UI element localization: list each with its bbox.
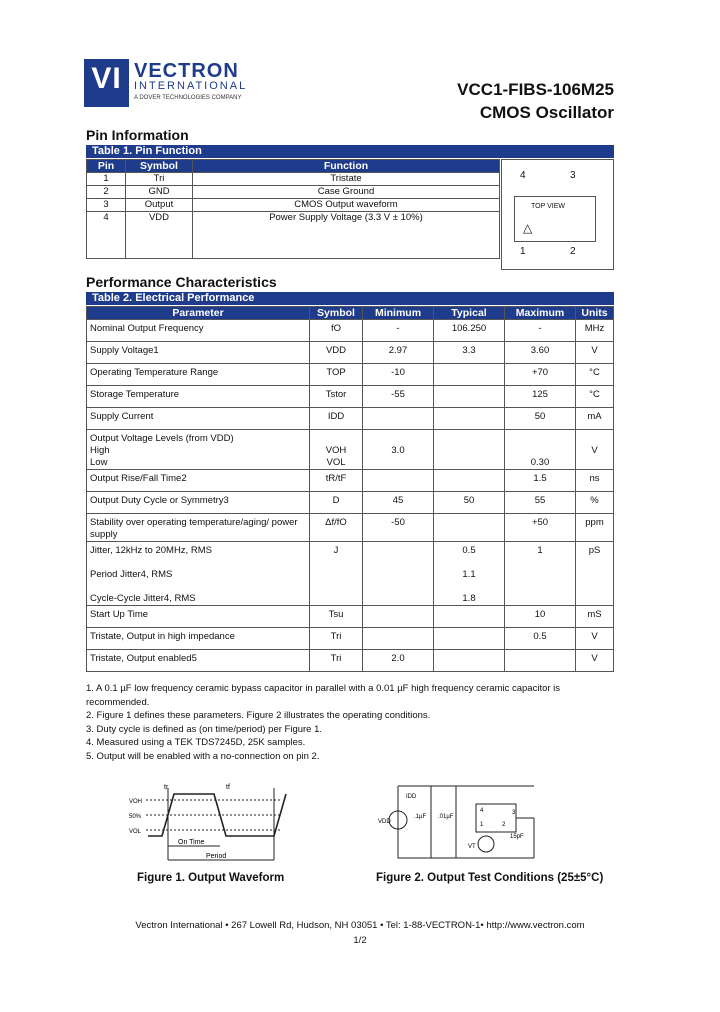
table-cell: IDD xyxy=(310,408,363,430)
table-cell: 2 xyxy=(87,186,126,199)
table-cell xyxy=(434,364,505,386)
table-row xyxy=(87,212,500,259)
cap1-label: .1µF xyxy=(414,814,427,820)
table-cell: 2.0 xyxy=(363,650,434,672)
table-cell: VDD xyxy=(126,212,193,259)
column-header: Maximum xyxy=(505,307,576,320)
pin-1-label: 1 xyxy=(520,246,526,257)
table-cell: fO xyxy=(310,320,363,342)
pin-2-label: 2 xyxy=(570,246,576,257)
table-cell: 3.3 xyxy=(434,342,505,364)
table-row xyxy=(87,542,614,606)
table-cell xyxy=(434,470,505,492)
tf-label: tf xyxy=(226,784,230,791)
table-row xyxy=(87,492,614,514)
table-cell xyxy=(434,650,505,672)
table-row xyxy=(87,186,500,199)
table-cell: 0.5 1.1 1.8 xyxy=(434,542,505,606)
company-tagline: A DOVER TECHNOLOGIES COMPANY xyxy=(134,95,242,101)
table-cell: mS xyxy=(576,606,614,628)
table-row xyxy=(87,173,500,186)
column-header: Parameter xyxy=(87,307,310,320)
table-cell: Stability over operating temperature/aging/ power supply xyxy=(87,514,310,542)
part-number: VCC1-FIBS-106M25 xyxy=(457,80,614,99)
table-row xyxy=(87,364,614,386)
column-header: Units xyxy=(576,307,614,320)
pin-4-label: 4 xyxy=(520,170,526,181)
footnote: 3. Duty cycle is defined as (on time/period) per Figure 1. xyxy=(86,723,323,735)
table-cell xyxy=(434,606,505,628)
table-cell: 1.5 xyxy=(505,470,576,492)
package-top-view xyxy=(501,159,614,270)
period-label: Period xyxy=(206,853,227,860)
table-cell: Supply Voltage1 xyxy=(87,342,310,364)
table-cell: -50 xyxy=(363,514,434,542)
idd-label: IDD xyxy=(406,794,417,800)
column-header: Typical xyxy=(434,307,505,320)
footnote: 5. Output will be enabled with a no-connection on pin 2. xyxy=(86,750,320,762)
table-cell: Tri xyxy=(126,173,193,186)
test-conditions-figure xyxy=(376,774,546,864)
table-cell: Tri xyxy=(310,628,363,650)
footnote: 2. Figure 1 defines these parameters. Figure 2 illustrates the operating conditions. xyxy=(86,710,431,721)
table-cell: GND xyxy=(126,186,193,199)
table-cell: Start Up Time xyxy=(87,606,310,628)
table-cell xyxy=(434,514,505,542)
table-cell: 45 xyxy=(363,492,434,514)
table-cell: 4 xyxy=(87,212,126,259)
figure-2-caption: Figure 2. Output Test Conditions (25±5°C) xyxy=(376,872,604,884)
table-cell: Tsu xyxy=(310,606,363,628)
tristate-source-icon xyxy=(478,836,494,852)
table-cell: Tristate xyxy=(193,173,500,186)
table-cell: MHz xyxy=(576,320,614,342)
table-cell xyxy=(505,650,576,672)
footnote: 4. Measured using a TEK TDS7245D, 25K samples. xyxy=(86,737,306,748)
column-header: Function xyxy=(193,160,500,173)
table-cell: ns xyxy=(576,470,614,492)
footer-address: Vectron International • 267 Lowell Rd, Hudson, NH 03051 • Tel: 1-88-VECTRON-1• http://www.vectron.com xyxy=(135,920,585,931)
table-cell xyxy=(434,430,505,470)
table-cell: Tstor xyxy=(310,386,363,408)
pin-table-title: Table 1. Pin Function xyxy=(86,145,614,158)
table-cell: V xyxy=(576,430,614,470)
tr-label: tr xyxy=(164,784,169,791)
table-cell: 125 xyxy=(505,386,576,408)
vt-label: VT xyxy=(468,844,476,850)
table-cell: V xyxy=(576,650,614,672)
figure-1-caption: Figure 1. Output Waveform xyxy=(137,872,285,884)
load-label: 15pF xyxy=(510,834,524,840)
table-cell xyxy=(434,386,505,408)
table-cell xyxy=(434,408,505,430)
table-cell: Output Duty Cycle or Symmetry3 xyxy=(87,492,310,514)
table-cell: 0.30 xyxy=(505,430,576,470)
table-row xyxy=(87,320,614,342)
table-row xyxy=(87,628,614,650)
pin-info-heading: Pin Information xyxy=(86,127,189,143)
table-cell: °C xyxy=(576,364,614,386)
table-cell: CMOS Output waveform xyxy=(193,199,500,212)
table-cell: +50 xyxy=(505,514,576,542)
table-cell xyxy=(434,628,505,650)
table-cell: V xyxy=(576,628,614,650)
table-cell: 50 xyxy=(434,492,505,514)
package-outline xyxy=(514,196,596,242)
table-cell: - xyxy=(505,320,576,342)
company-subtitle: INTERNATIONAL xyxy=(134,80,248,92)
table-cell: J xyxy=(310,542,363,606)
top-view-label: TOP VIEW xyxy=(531,203,565,210)
table-row xyxy=(87,408,614,430)
table-cell: Output xyxy=(126,199,193,212)
column-header: Symbol xyxy=(126,160,193,173)
table-cell xyxy=(363,628,434,650)
table-row xyxy=(87,342,614,364)
voh-label: VOH xyxy=(129,799,143,805)
table-cell: Storage Temperature xyxy=(87,386,310,408)
table-row xyxy=(87,386,614,408)
pin4-label: 4 xyxy=(480,808,484,814)
pin-function-table xyxy=(86,159,500,259)
table-cell: Output Voltage Levels (from VDD) High Low xyxy=(87,430,310,470)
table-cell: 10 xyxy=(505,606,576,628)
electrical-performance-table xyxy=(86,306,614,672)
table-cell: -10 xyxy=(363,364,434,386)
table-cell: mA xyxy=(576,408,614,430)
pin1-marker-icon: △ xyxy=(523,221,533,235)
table-cell: 106.250 xyxy=(434,320,505,342)
table-cell: Case Ground xyxy=(193,186,500,199)
table-cell: 3.60 xyxy=(505,342,576,364)
pin2-label: 2 xyxy=(502,822,506,828)
column-header: Pin xyxy=(87,160,126,173)
table-cell: Δf/fO xyxy=(310,514,363,542)
table-cell: Nominal Output Frequency xyxy=(87,320,310,342)
footnote: 1. A 0.1 µF low frequency ceramic bypass capacitor in parallel with a 0.01 µF high frequency ceramic capacitor is recommended. xyxy=(86,683,561,708)
table-row xyxy=(87,430,614,470)
table-cell: Tristate, Output enabled5 xyxy=(87,650,310,672)
table-row xyxy=(87,650,614,672)
performance-heading: Performance Characteristics xyxy=(86,274,277,290)
cap2-label: .01µF xyxy=(438,814,454,820)
table-cell: Output Rise/Fall Time2 xyxy=(87,470,310,492)
table-cell xyxy=(363,470,434,492)
table-cell: 55 xyxy=(505,492,576,514)
table-cell: Power Supply Voltage (3.3 V ± 10%) xyxy=(193,212,500,259)
table-cell: 2.97 xyxy=(363,342,434,364)
table-cell xyxy=(363,606,434,628)
table-cell: TOP xyxy=(310,364,363,386)
table-cell xyxy=(363,542,434,606)
pin1-label: 1 xyxy=(480,822,484,828)
table-cell: Operating Temperature Range xyxy=(87,364,310,386)
table-cell: % xyxy=(576,492,614,514)
table-cell: 1 xyxy=(87,173,126,186)
pin-3-label: 3 xyxy=(570,170,576,181)
table-row xyxy=(87,470,614,492)
perf-table-title: Table 2. Electrical Performance xyxy=(86,292,614,305)
table-header-row xyxy=(87,307,614,320)
column-header: Minimum xyxy=(363,307,434,320)
table-cell: -55 xyxy=(363,386,434,408)
table-cell: Jitter, 12kHz to 20MHz, RMS Period Jitter4, RMS Cycle-Cycle Jitter4, RMS xyxy=(87,542,310,606)
table-cell: 3.0 xyxy=(363,430,434,470)
table-cell: - xyxy=(363,320,434,342)
vectron-logo: VI xyxy=(84,59,129,107)
product-name: CMOS Oscillator xyxy=(479,103,614,122)
vol-label: VOL xyxy=(129,829,142,835)
table-cell: °C xyxy=(576,386,614,408)
ground-rail-line xyxy=(398,786,534,858)
table-row xyxy=(87,514,614,542)
footnotes xyxy=(86,682,606,763)
table-cell xyxy=(363,408,434,430)
table-header-row xyxy=(87,160,500,173)
table-cell: VOH VOL xyxy=(310,430,363,470)
mid-label: 50% xyxy=(129,814,142,820)
table-cell: pS xyxy=(576,542,614,606)
page-number: 1/2 xyxy=(353,935,367,946)
table-row xyxy=(87,199,500,212)
pin3-label: 3 xyxy=(512,810,516,816)
column-header: Symbol xyxy=(310,307,363,320)
table-cell: Tri xyxy=(310,650,363,672)
table-cell: Supply Current xyxy=(87,408,310,430)
output-waveform-figure xyxy=(126,780,296,870)
table-cell: 50 xyxy=(505,408,576,430)
square-wave-trace xyxy=(148,794,286,836)
table-cell: tR/tF xyxy=(310,470,363,492)
table-cell: Tristate, Output in high impedance xyxy=(87,628,310,650)
table-cell: V xyxy=(576,342,614,364)
table-cell: D xyxy=(310,492,363,514)
table-row xyxy=(87,606,614,628)
table-cell: +70 xyxy=(505,364,576,386)
vdd-label: VDD xyxy=(378,819,391,825)
table-cell: VDD xyxy=(310,342,363,364)
table-cell: 1 xyxy=(505,542,576,606)
company-name: VECTRON xyxy=(134,60,239,82)
table-cell: 0.5 xyxy=(505,628,576,650)
on-time-label: On Time xyxy=(178,839,205,846)
table-cell: ppm xyxy=(576,514,614,542)
table-cell: 3 xyxy=(87,199,126,212)
